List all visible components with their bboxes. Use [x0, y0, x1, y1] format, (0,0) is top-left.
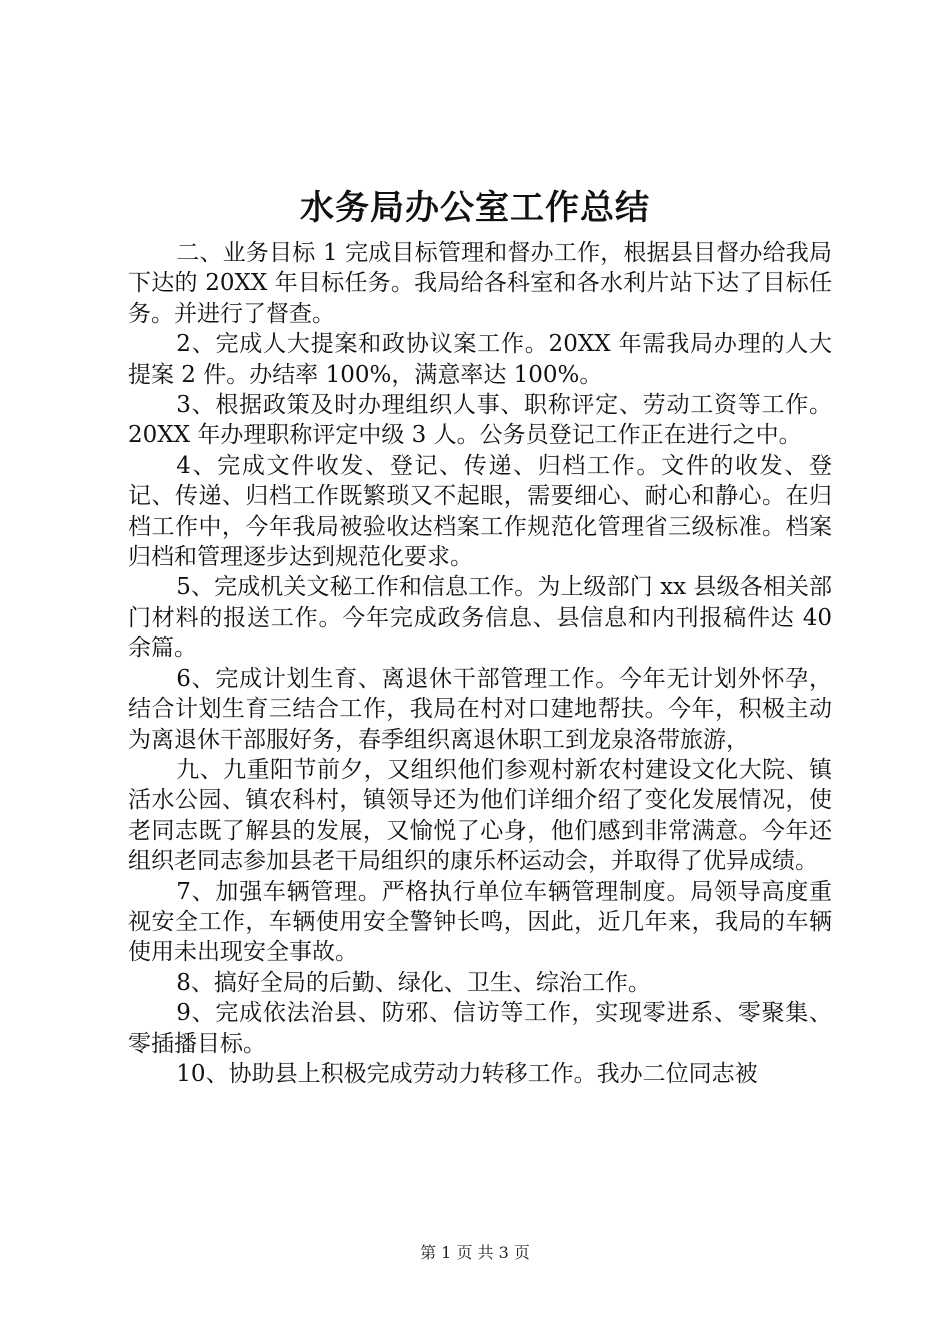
- paragraph: 5、完成机关文秘工作和信息工作。为上级部门 xx 县级各相关部门材料的报送工作。今年完成政务信息、县信息和内刊报稿件达 40 余篇。: [128, 574, 832, 662]
- paragraph: 7、加强车辆管理。严格执行单位车辆管理制度。局领导高度重视安全工作，车辆使用安全警钟长鸣，因此，近几年来，我局的车辆使用未出现安全事故。: [128, 878, 832, 966]
- page-footer: 第 1 页 共 3 页: [420, 1243, 530, 1262]
- paragraph: 九、九重阳节前夕，又组织他们参观村新农村建设文化大院、镇活水公园、镇农科村，镇领导还为他们详细介绍了变化发展情况，使老同志既了解县的发展，又愉悦了心身，他们感到非常满意。今年还组织老同志参加县老干局组织的康乐杯运动会，并取得了优异成绩。: [128, 756, 832, 875]
- paragraph: 9、完成依法治县、防邪、信访等工作，实现零进系、零聚集、零插播目标。: [128, 1000, 832, 1057]
- paragraph: 二、业务目标 1 完成目标管理和督办工作，根据县目督办给我局下达的 20XX 年目标任务。我局给各科室和各水利片站下达了目标任务。并进行了督查。: [128, 240, 832, 327]
- paragraph: 3、根据政策及时办理组织人事、职称评定、劳动工资等工作。20XX 年办理职称评定中级 3 人。公务员登记工作正在进行之中。: [128, 392, 832, 449]
- paragraph: 8、搞好全局的后勤、绿化、卫生、综治工作。: [176, 969, 651, 996]
- document-body: [128, 238, 832, 1089]
- paragraph: 2、完成人大提案和政协议案工作。20XX 年需我局办理的人大提案 2 件。办结率 100%，满意率达 100%。: [128, 331, 832, 388]
- paragraph: 10、协助县上积极完成劳动力转移工作。我办二位同志被: [176, 1060, 758, 1087]
- paragraph: 4、完成文件收发、登记、传递、归档工作。文件的收发、登记、传递、归档工作既繁琐又不起眼，需要细心、耐心和静心。在归档工作中，今年我局被验收达档案工作规范化管理省三级标准。档案归档和管理逐步达到规范化要求。: [128, 452, 832, 571]
- document-title: 水务局办公室工作总结: [300, 188, 650, 228]
- paragraph: 6、完成计划生育、离退休干部管理工作。今年无计划外怀孕，结合计划生育三结合工作，我局在村对口建地帮扶。今年，积极主动为离退休干部服好务，春季组织离退休职工到龙泉洛带旅游，: [128, 665, 832, 753]
